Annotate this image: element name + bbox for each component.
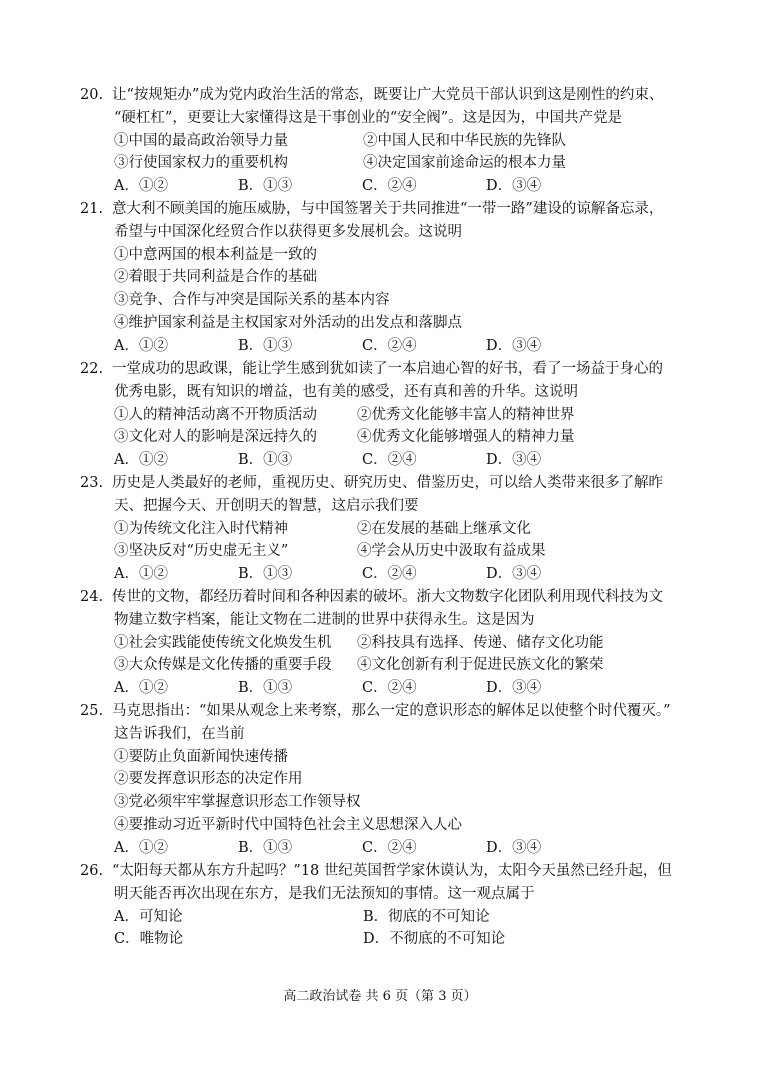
- choice-c: C．唯物论: [114, 931, 184, 948]
- statement: ③坚决反对“历史虚无主义”: [114, 543, 289, 560]
- statement-row: [80, 654, 692, 677]
- choice-d: D．③④: [486, 839, 542, 856]
- question-22: [80, 358, 692, 472]
- choice-c: C．②④: [362, 178, 417, 195]
- statement-row: [80, 540, 692, 563]
- choice-c: C．②④: [362, 839, 417, 856]
- choice-b: B．①③: [238, 680, 293, 697]
- question-stem-line: 25. 马克思指出：“如果从观念上来考察，那么一定的意识形态的解体足以使整个时代覆灭。”: [80, 700, 692, 723]
- statement: ①为传统文化注入时代精神: [114, 520, 288, 537]
- choice-row: [80, 563, 692, 586]
- choice-a: A．可知论: [114, 908, 183, 925]
- question-25: [80, 700, 692, 860]
- question-stem-line: 希望与中国深化经贸合作以获得更多发展机会。这说明: [114, 223, 462, 240]
- statement: ③文化对人的影响是深远持久的: [114, 429, 317, 446]
- choice-d: D．③④: [486, 680, 542, 697]
- choice-d: D．③④: [486, 566, 542, 583]
- statement: ③大众传媒是文化传播的重要手段: [114, 657, 332, 674]
- question-stem-line: 物建立数字档案，能让文物在二进制的世界中获得永生。这是因为: [114, 611, 535, 628]
- choice-b: B．①③: [238, 452, 293, 469]
- question-stem-line: “硬杠杠”，更要让大家懂得这是干事创业的“安全阀”。这是因为，中国共产党是: [114, 109, 623, 126]
- choice-row: [80, 449, 692, 472]
- question-stem-line: 26. “太阳每天都从东方升起吗？”18 世纪英国哲学家休谟认为，太阳今天虽然已经升起，但: [80, 860, 692, 883]
- question-stem-line: 22. 一堂成功的思政课，能让学生感到犹如读了一本启迪心智的好书，看了一场益于身心的: [80, 358, 692, 381]
- statement: ①中意两国的根本利益是一致的: [114, 246, 317, 263]
- statement: ③行使国家权力的重要机构: [114, 155, 288, 172]
- choice-a: A．①②: [114, 680, 168, 697]
- statement: ②在发展的基础上继承文化: [357, 520, 531, 537]
- choice-a: A．①②: [114, 566, 168, 583]
- question-number: 20.: [80, 87, 104, 103]
- choice-a: A．①②: [114, 839, 168, 856]
- question-number: 22.: [80, 361, 104, 377]
- choice-b: B．①③: [238, 178, 293, 195]
- statement: ④学会从历史中汲取有益成果: [357, 543, 546, 560]
- choice-d: D．③④: [486, 178, 542, 195]
- statement-row: [80, 426, 692, 449]
- statement: ④优秀文化能够增强人的精神力量: [357, 429, 575, 446]
- page-footer: 高二政治试卷 共 6 页（第 3 页）: [283, 989, 477, 1004]
- question-24: [80, 586, 692, 700]
- statement: ①人的精神活动离不开物质活动: [114, 406, 317, 423]
- choice-a: A．①②: [114, 337, 168, 354]
- question-stem-line: 明天能否再次出现在东方，是我们无法预知的事情。这一观点属于: [114, 885, 535, 902]
- choice-c: C．②④: [362, 566, 417, 583]
- choice-b: B．①③: [238, 337, 293, 354]
- statement: ④决定国家前途命运的根本力量: [363, 155, 566, 172]
- choice-c: C．②④: [362, 337, 417, 354]
- statement: ②着眼于共同利益是合作的基础: [114, 269, 317, 286]
- question-20: [80, 84, 692, 198]
- choice-a: A．①②: [114, 178, 168, 195]
- question-number: 26.: [80, 863, 104, 879]
- statement-row: [80, 152, 692, 175]
- choice-row: [80, 335, 692, 358]
- choice-c: C．②④: [362, 452, 417, 469]
- choice-a: A．①②: [114, 452, 168, 469]
- choice-b: B．①③: [238, 566, 293, 583]
- statement: ②科技具有选择、传递、储存文化功能: [357, 634, 604, 651]
- choice-row: [80, 677, 692, 700]
- statement: ②优秀文化能够丰富人的精神世界: [357, 406, 575, 423]
- statement: ②中国人民和中华民族的先锋队: [363, 132, 566, 149]
- question-stem-line: 这告诉我们，在当前: [114, 725, 245, 742]
- choice-d: D．③④: [486, 337, 542, 354]
- choice-row: [80, 906, 692, 929]
- statement: ②要发挥意识形态的决定作用: [114, 771, 303, 788]
- choice-d: D．③④: [486, 452, 542, 469]
- question-26: [80, 860, 692, 951]
- statement: ④要推动习近平新时代中国特色社会主义思想深入人心: [114, 816, 462, 833]
- question-number: 24.: [80, 589, 104, 605]
- question-stem-line: 21. 意大利不顾美国的施压威胁，与中国签署关于共同推进“一带一路”建设的谅解备忘录，: [80, 198, 692, 221]
- question-21: [80, 198, 692, 358]
- choice-b: B．彻底的不可知论: [363, 908, 490, 925]
- question-stem-line: 天、把握今天、开创明天的智慧，这启示我们要: [114, 497, 419, 514]
- choice-c: C．②④: [362, 680, 417, 697]
- question-stem-line: 优秀电影，既有知识的增益，也有美的感受，还有真和善的升华。这说明: [114, 383, 578, 400]
- statement-row: [80, 518, 692, 541]
- choice-row: [80, 175, 692, 198]
- question-23: [80, 472, 692, 586]
- choice-row: [80, 837, 692, 860]
- statement: ①社会实践能使传统文化焕发生机: [114, 634, 332, 651]
- statement: ③党必须牢牢掌握意识形态工作领导权: [114, 794, 361, 811]
- choice-d: D．不彻底的不可知论: [363, 931, 506, 948]
- question-stem-line: 24. 传世的文物，都经历着时间和各种因素的破坏。浙大文物数字化团队利用现代科技为文: [80, 586, 692, 609]
- statement: ④文化创新有利于促进民族文化的繁荣: [357, 657, 604, 674]
- question-number: 23.: [80, 475, 104, 491]
- statement-row: [80, 632, 692, 655]
- question-number: 25.: [80, 703, 104, 719]
- choice-b: B．①③: [238, 839, 293, 856]
- statement-row: [80, 130, 692, 153]
- statement: ①中国的最高政治领导力量: [114, 132, 288, 149]
- choice-row: [80, 928, 692, 951]
- question-stem-line: 20. 让“按规矩办”成为党内政治生活的常态，既要让广大党员干部认识到这是刚性的约束、: [80, 84, 692, 107]
- statement: ③竞争、合作与冲突是国际关系的基本内容: [114, 292, 390, 309]
- question-number: 21.: [80, 201, 104, 217]
- statement: ④维护国家利益是主权国家对外活动的出发点和落脚点: [114, 314, 462, 331]
- statement-row: [80, 404, 692, 427]
- statement: ①要防止负面新闻快速传播: [114, 748, 288, 765]
- question-stem-line: 23. 历史是人类最好的老师，重视历史、研究历史、借鉴历史，可以给人类带来很多了解昨: [80, 472, 692, 495]
